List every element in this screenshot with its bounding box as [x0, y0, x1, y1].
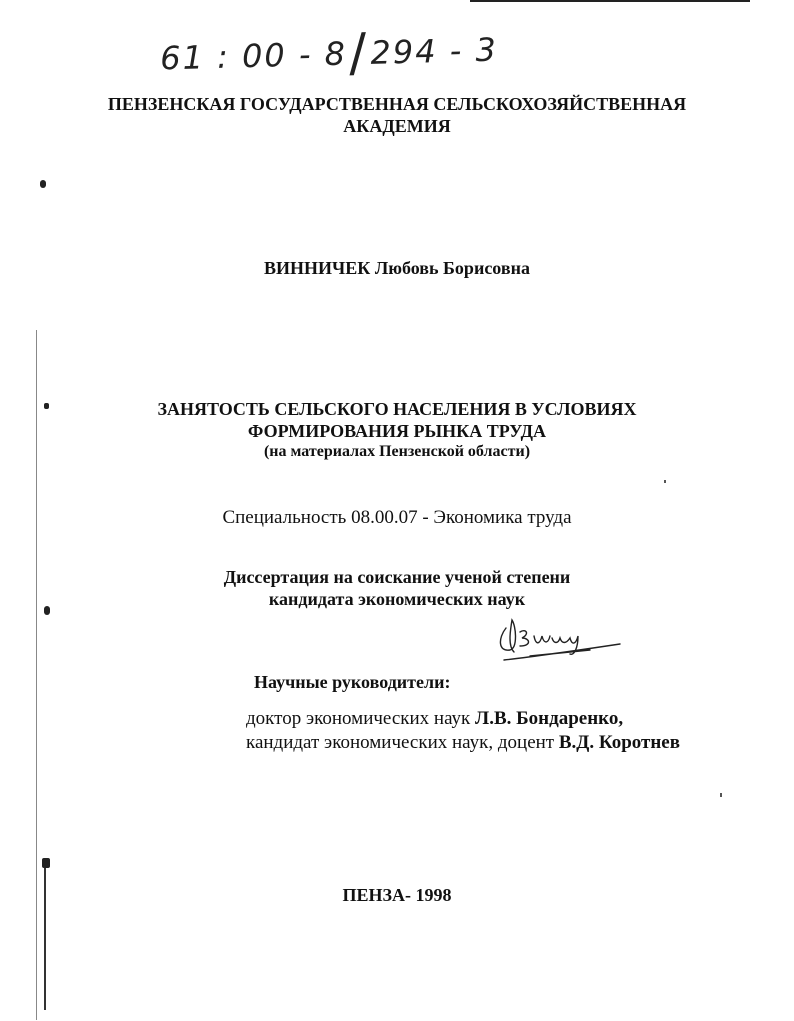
- scan-mark-2: [44, 403, 49, 409]
- title-line-1: ЗАНЯТОСТЬ СЕЛЬСКОГО НАСЕЛЕНИЯ В УСЛОВИЯХ: [157, 399, 637, 419]
- city-year: ПЕНЗА- 1998: [342, 885, 452, 905]
- scan-dot-2: [720, 793, 722, 797]
- scan-mark-3: [44, 606, 50, 615]
- degree-statement: [0, 566, 794, 610]
- supervisors-label: Научные руководители:: [254, 672, 451, 692]
- author-name: [0, 257, 794, 279]
- shelfmark-mid: 8: [324, 34, 348, 74]
- title-line-2: ФОРМИРОВАНИЯ РЫНКА ТРУДА: [247, 421, 547, 441]
- author-signature: [490, 608, 630, 668]
- degree-line-2: кандидата экономических наук: [268, 589, 526, 609]
- specialty-line: Специальность 08.00.07 - Экономика труда: [222, 507, 572, 528]
- institution-name: [0, 93, 794, 137]
- supervisor-2: [246, 730, 680, 755]
- institution-line-1: ПЕНЗЕНСКАЯ ГОСУДАРСТВЕННАЯ СЕЛЬСКОХОЗЯЙСТВЕННАЯ: [107, 94, 687, 114]
- author-given-names: Любовь Борисовна: [374, 258, 530, 278]
- supervisor-2-name: В.Д. Коротнев: [558, 732, 680, 753]
- scan-mark-5: [42, 858, 50, 868]
- scan-mark-4: [44, 860, 46, 1010]
- title-subtitle: (на материалах Пензенской области): [263, 443, 531, 460]
- institution-line-2: АКАДЕМИЯ: [343, 116, 451, 136]
- supervisor-1-name: Л.В. Бондаренко,: [475, 708, 624, 729]
- scan-margin-line: [36, 330, 37, 1020]
- scan-mark-1: [40, 180, 46, 188]
- shelfmark-right: 294 - 3: [369, 30, 499, 72]
- scan-edge-line: [470, 0, 750, 2]
- shelfmark-slash: /: [348, 22, 370, 84]
- shelfmark-left: 61 : 00 -: [159, 35, 313, 78]
- scan-dot-1: [664, 480, 666, 483]
- supervisor-2-title: кандидат экономических наук, доцент: [246, 732, 559, 753]
- author-surname: ВИННИЧЕК: [264, 258, 371, 278]
- supervisor-1: [246, 706, 623, 731]
- handwritten-shelfmark: [159, 14, 498, 83]
- degree-line-1: Диссертация на соискание ученой степени: [223, 567, 571, 587]
- dissertation-title: [0, 398, 794, 462]
- supervisor-1-title: доктор экономических наук: [246, 708, 476, 729]
